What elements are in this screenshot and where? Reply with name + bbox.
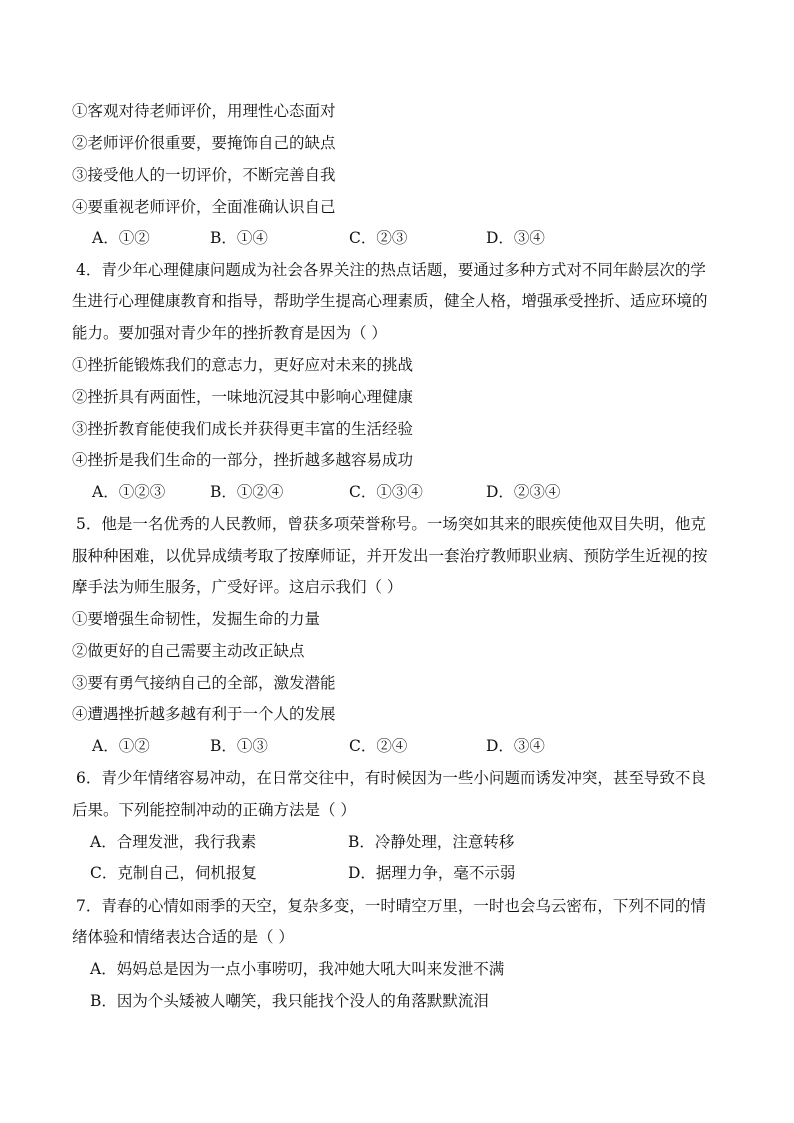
q7-choice-a: A．妈妈总是因为一点小事唠叨，我冲她大吼大叫来发泄不满 xyxy=(90,960,505,978)
q4-choice-a: A．①②③ xyxy=(92,483,166,501)
q6-choice-b: B．冷静处理，注意转移 xyxy=(348,833,515,851)
q4-choice-d: D．②③④ xyxy=(486,483,561,501)
q4-item-4: ④挫折是我们生命的一部分，挫折越多越容易成功 xyxy=(72,451,414,469)
q5-item-1: ①要增强生命韧性，发掘生命的力量 xyxy=(72,610,321,628)
q5-choice-a: A．①② xyxy=(92,737,150,755)
q5-choice-c: C．②④ xyxy=(349,737,408,755)
q4-choice-c: C．①③④ xyxy=(349,483,423,501)
q7-choice-b: B．因为个头矮被人嘲笑，我只能找个没人的角落默默流泪 xyxy=(90,992,489,1010)
q6-choice-a: A．合理发泄，我行我素 xyxy=(90,833,257,851)
q3-item-3: ③接受他人的一切评价，不断完善自我 xyxy=(72,166,336,184)
q3-item-2: ②老师评价很重要，要掩饰自己的缺点 xyxy=(72,134,336,152)
q5-choice-b: B．①③ xyxy=(210,737,268,755)
q6-stem-line-1: 6．青少年情绪容易冲动，在日常交往中，有时候因为一些小问题而诱发冲突，甚至导致不良 xyxy=(76,769,706,787)
q5-item-2: ②做更好的自己需要主动改正缺点 xyxy=(72,642,305,660)
q5-stem-line-1: 5．他是一名优秀的人民教师，曾获多项荣誉称号。一场突如其来的眼疾使他双目失明，他克 xyxy=(76,515,706,533)
q6-stem-line-2: 后果。下列能控制冲动的正确方法是（ ） xyxy=(72,801,356,819)
q4-item-3: ③挫折教育能使我们成长并获得更丰富的生活经验 xyxy=(72,420,414,438)
q7-stem-line-2: 绪体验和情绪表达合适的是（ ） xyxy=(72,928,294,946)
q3-choice-a: A．①② xyxy=(92,229,150,247)
q4-choice-b: B．①②④ xyxy=(210,483,284,501)
q3-item-1: ①客观对待老师评价，用理性心态面对 xyxy=(72,102,336,120)
q6-choice-d: D．据理力争，毫不示弱 xyxy=(348,864,516,882)
q4-stem-line-2: 生进行心理健康教育和指导，帮助学生提高心理素质，健全人格，增强承受挫折、适应环境的 xyxy=(72,292,708,310)
q5-stem-line-3: 摩手法为师生服务，广受好评。这启示我们（ ） xyxy=(72,578,403,596)
q4-item-2: ②挫折具有两面性，一味地沉浸其中影响心理健康 xyxy=(72,388,414,406)
q5-choice-d: D．③④ xyxy=(486,737,545,755)
q5-stem-line-2: 服种种困难，以优异成绩考取了按摩师证，并开发出一套治疗教师职业病、预防学生近视的按 xyxy=(72,547,708,565)
q5-item-3: ③要有勇气接纳自己的全部，激发潜能 xyxy=(72,674,336,692)
q7-stem-line-1: 7．青春的心情如雨季的天空，复杂多变，一时晴空万里，一时也会乌云密布，下列不同的情 xyxy=(76,897,706,915)
q4-stem-line-1: 4．青少年心理健康问题成为社会各界关注的热点话题，要通过多种方式对不同年龄层次的学 xyxy=(76,261,706,279)
q5-item-4: ④遭遇挫折越多越有利于一个人的发展 xyxy=(72,705,336,723)
q3-choice-c: C．②③ xyxy=(349,229,408,247)
q4-item-1: ①挫折能锻炼我们的意志力，更好应对未来的挑战 xyxy=(72,356,414,374)
q6-choice-c: C．克制自己，伺机报复 xyxy=(90,864,257,882)
q3-item-4: ④要重视老师评价，全面准确认识自己 xyxy=(72,198,336,216)
q3-choice-b: B．①④ xyxy=(210,229,268,247)
q4-stem-line-3: 能力。要加强对青少年的挫折教育是因为（ ） xyxy=(72,324,387,342)
q3-choice-d: D．③④ xyxy=(486,229,545,247)
